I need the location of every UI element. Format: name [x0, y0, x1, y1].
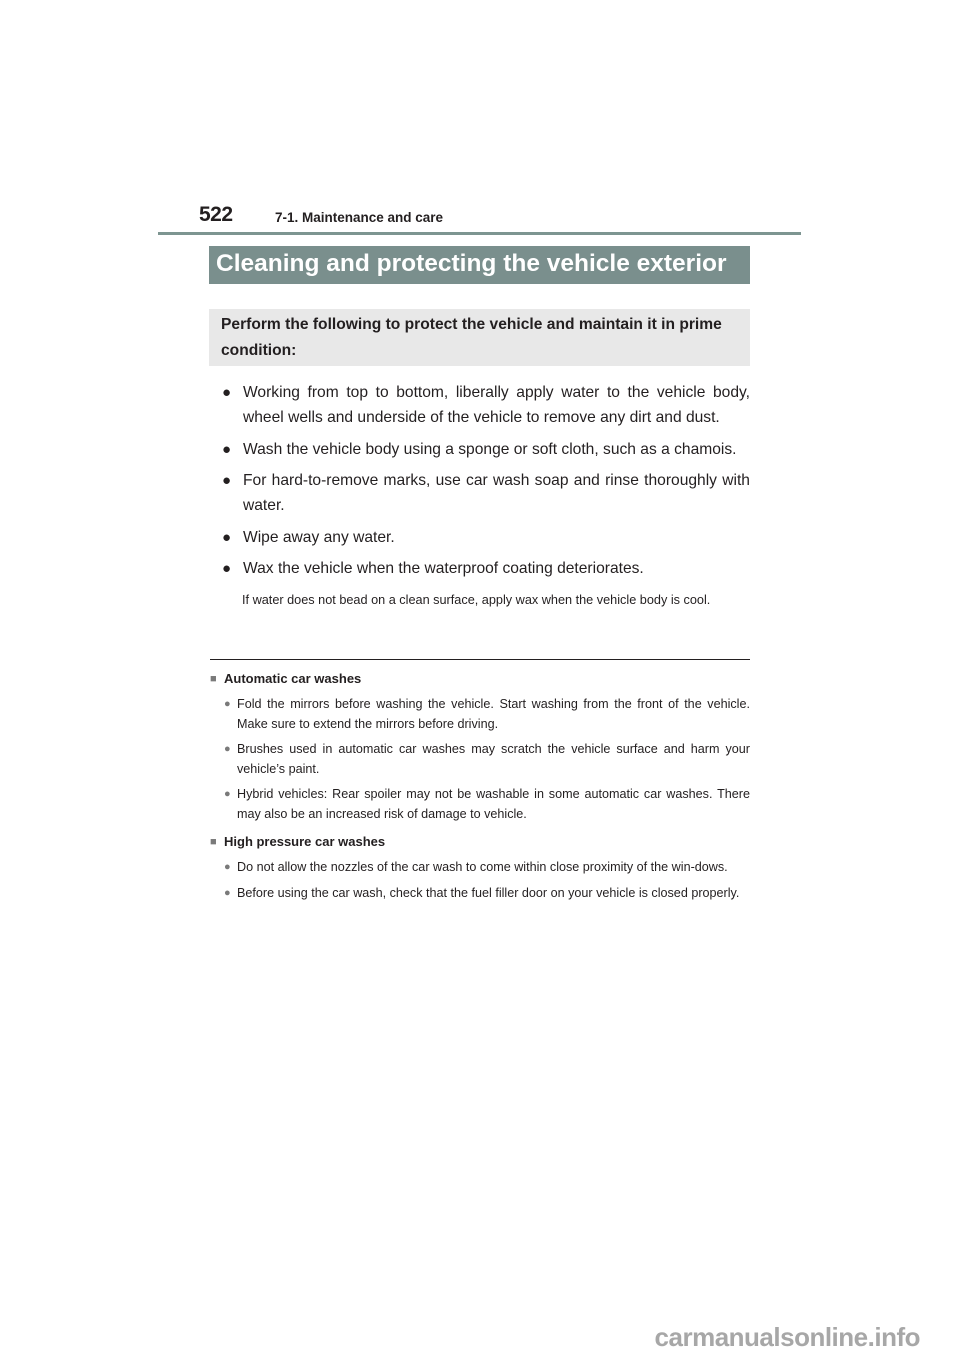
bullet-icon: ●	[224, 861, 231, 873]
section-label: 7-1. Maintenance and care	[275, 210, 444, 225]
note-item	[210, 858, 750, 878]
note-list	[210, 695, 750, 824]
step-text: Wash the vehicle body using a sponge or soft cloth, such as a chamois.	[243, 440, 737, 458]
intro-box: Perform the following to protect the vehicle and maintain it in prime condition:	[209, 309, 750, 366]
note-text: Before using the car wash, check that the fuel filler door on your vehicle is closed properly.	[237, 885, 740, 900]
bullet-icon: ●	[224, 698, 231, 710]
step-text: Working from top to bottom, liberally apply water to the vehicle body, wheel wells and underside of the vehicle to remove any dirt and dust.	[243, 384, 750, 426]
notes-section	[210, 669, 750, 911]
note-item	[210, 695, 750, 734]
page-number: 522	[199, 203, 233, 226]
step-item	[222, 468, 750, 518]
bullet-icon: ●	[222, 384, 232, 401]
note-item	[210, 884, 750, 904]
note-item	[210, 740, 750, 779]
note-text: Hybrid vehicles: Rear spoiler may not be washable in some automatic car washes. There may also be an increased risk of damage to vehicle.	[237, 787, 750, 821]
square-bullet-icon: ■	[210, 836, 217, 848]
note-text: Fold the mirrors before washing the vehicle. Start washing from the front of the vehicle. Make sure to extend the mirrors before driving.	[237, 697, 750, 731]
header-rule	[158, 232, 801, 235]
bullet-icon: ●	[222, 440, 232, 458]
bullet-icon: ●	[222, 472, 232, 489]
step-item	[222, 380, 750, 430]
step-note: If water does not bead on a clean surface, apply wax when the vehicle body is cool.	[242, 593, 711, 607]
note-item	[210, 785, 750, 824]
steps-list	[222, 380, 750, 588]
note-list	[210, 858, 750, 903]
note-heading	[210, 832, 750, 852]
step-text: Wipe away any water.	[243, 528, 395, 546]
square-bullet-icon: ■	[210, 673, 217, 685]
bullet-icon: ●	[224, 743, 231, 755]
note-heading	[210, 669, 750, 689]
bullet-icon: ●	[222, 560, 232, 577]
note-heading-text: Automatic car washes	[224, 671, 362, 686]
page-title: Cleaning and protecting the vehicle exterior	[209, 246, 750, 284]
bullet-icon: ●	[224, 788, 231, 800]
note-heading-text: High pressure car washes	[224, 834, 386, 849]
step-text: For hard-to-remove marks, use car wash soap and rinse thoroughly with water.	[243, 472, 750, 514]
step-item	[222, 437, 750, 462]
step-text: Wax the vehicle when the waterproof coating deteriorates.	[243, 560, 644, 577]
bullet-icon: ●	[222, 528, 232, 546]
note-text: Do not allow the nozzles of the car wash to come within close proximity of the win-dows.	[237, 860, 728, 874]
step-item	[222, 556, 750, 581]
step-item	[222, 525, 750, 550]
bullet-icon: ●	[224, 886, 231, 899]
note-text: Brushes used in automatic car washes may scratch the vehicle surface and harm your vehicle’s paint.	[237, 742, 750, 776]
watermark: carmanualsonline.info	[654, 1322, 920, 1352]
notes-divider	[210, 659, 750, 660]
